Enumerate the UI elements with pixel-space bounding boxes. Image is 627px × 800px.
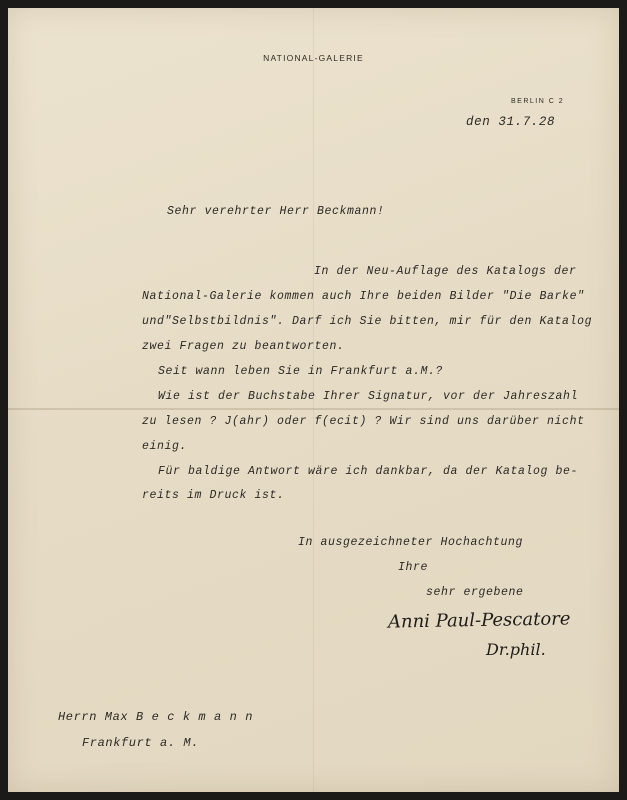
recipient-city: Frankfurt a. M. — [82, 736, 200, 750]
body-line: In der Neu-Auflage des Katalogs der — [314, 265, 577, 278]
body-line: zwei Fragen zu beantworten. — [142, 340, 345, 353]
date-line: den 31.7.28 — [466, 115, 556, 129]
body-line: einig. — [142, 440, 188, 453]
recipient-name: Herrn Max B e c k m a n n — [58, 710, 254, 724]
handwritten-signature: Anni Paul-Pescatore — [387, 608, 571, 633]
letterhead-location: BERLIN C 2 — [511, 98, 565, 105]
closing-line: sehr ergebene — [426, 586, 524, 599]
body-line: reits im Druck ist. — [142, 489, 285, 502]
body-line: National-Galerie kommen auch Ihre beiden Bilder "Die Barke" — [142, 290, 585, 303]
body-line: Seit wann leben Sie in Frankfurt a.M.? — [158, 365, 444, 378]
body-line: Wie ist der Buchstabe Ihrer Signatur, vor der Jahreszahl — [158, 390, 579, 403]
letterhead: NATIONAL-GALERIE — [263, 53, 364, 63]
handwritten-title: Dr.phil. — [486, 640, 546, 659]
letter-sheet — [8, 8, 619, 792]
body-line: Für baldige Antwort wäre ich dankbar, da der Katalog be- — [158, 465, 579, 478]
closing-line: In ausgezeichneter Hochachtung — [298, 536, 524, 549]
salutation: Sehr verehrter Herr Beckmann! — [167, 205, 385, 218]
body-line: zu lesen ? J(ahr) oder f(ecit) ? Wir sind uns darüber nicht — [142, 415, 585, 428]
closing-line: Ihre — [398, 561, 429, 574]
body-line: und"Selbstbildnis". Darf ich Sie bitten, mir für den Katalog — [142, 315, 593, 328]
